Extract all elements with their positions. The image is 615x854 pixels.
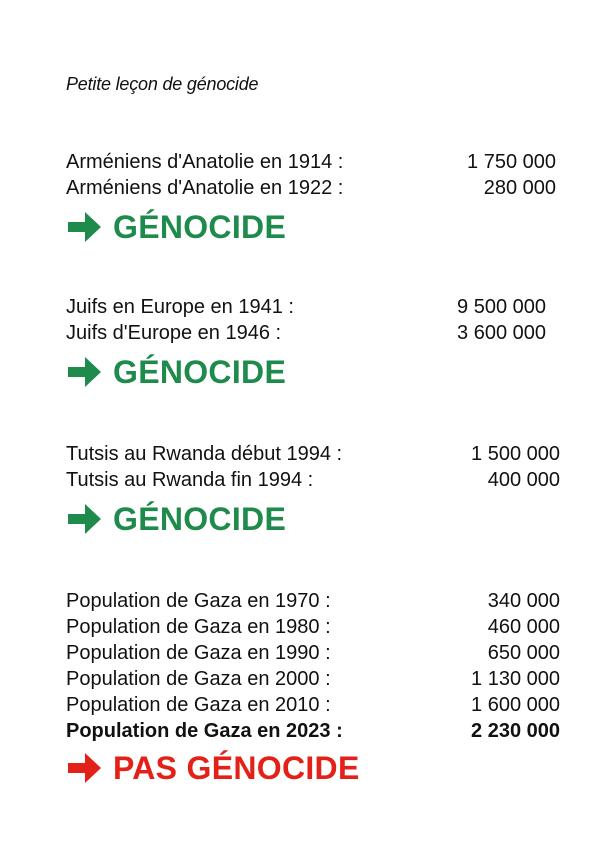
row-label: Tutsis au Rwanda fin 1994 :	[66, 469, 314, 491]
verdict-label: GÉNOCIDE	[113, 501, 287, 537]
row-label: Juifs en Europe en 1941 :	[66, 296, 294, 318]
arrow-right-icon	[66, 499, 104, 539]
table-row	[66, 294, 556, 320]
row-value: 2 230 000	[471, 720, 560, 742]
row-label: Population de Gaza en 2000 :	[66, 668, 331, 690]
page-title: Petite leçon de génocide	[66, 74, 259, 94]
verdict-label: PAS GÉNOCIDE	[113, 750, 360, 786]
row-label: Population de Gaza en 2010 :	[66, 694, 331, 716]
verdict-genocide	[66, 207, 556, 247]
row-label: Population de Gaza en 2023 :	[66, 720, 343, 742]
verdict-label: GÉNOCIDE	[113, 354, 287, 390]
table-row	[66, 692, 560, 718]
row-label: Arméniens d'Anatolie en 1914 :	[66, 151, 344, 173]
row-value: 340 000	[487, 590, 560, 612]
table-row	[66, 149, 556, 175]
table-row	[66, 614, 560, 640]
table-row	[66, 320, 556, 346]
table-row	[66, 718, 560, 744]
row-value: 1 130 000	[471, 668, 560, 690]
row-value: 1 500 000	[471, 443, 560, 465]
section-armeniens	[66, 149, 556, 247]
row-label: Juifs d'Europe en 1946 :	[66, 322, 282, 344]
verdict-genocide	[66, 499, 556, 539]
verdict-genocide	[66, 352, 556, 392]
row-value: 280 000	[483, 177, 556, 199]
table-row	[66, 467, 560, 493]
table-row	[66, 441, 560, 467]
row-label: Population de Gaza en 1970 :	[66, 590, 331, 612]
table-row	[66, 175, 556, 201]
row-value: 3 600 000	[457, 322, 546, 344]
row-value: 9 500 000	[457, 296, 546, 318]
section-gaza	[66, 588, 560, 788]
verdict-pas-genocide	[66, 748, 556, 788]
section-juifs	[66, 294, 556, 392]
row-value: 1 600 000	[471, 694, 560, 716]
verdict-label: GÉNOCIDE	[113, 209, 287, 245]
section-tutsis	[66, 441, 560, 539]
arrow-right-icon	[66, 207, 104, 247]
row-value: 650 000	[487, 642, 560, 664]
arrow-right-icon	[66, 748, 104, 788]
row-value: 400 000	[487, 469, 560, 491]
arrow-right-icon	[66, 352, 104, 392]
table-row	[66, 666, 560, 692]
table-row	[66, 640, 560, 666]
row-value: 460 000	[487, 616, 560, 638]
row-value: 1 750 000	[467, 151, 556, 173]
row-label: Population de Gaza en 1980 :	[66, 616, 331, 638]
table-row	[66, 588, 560, 614]
row-label: Population de Gaza en 1990 :	[66, 642, 331, 664]
row-label: Tutsis au Rwanda début 1994 :	[66, 443, 343, 465]
row-label: Arméniens d'Anatolie en 1922 :	[66, 177, 344, 199]
